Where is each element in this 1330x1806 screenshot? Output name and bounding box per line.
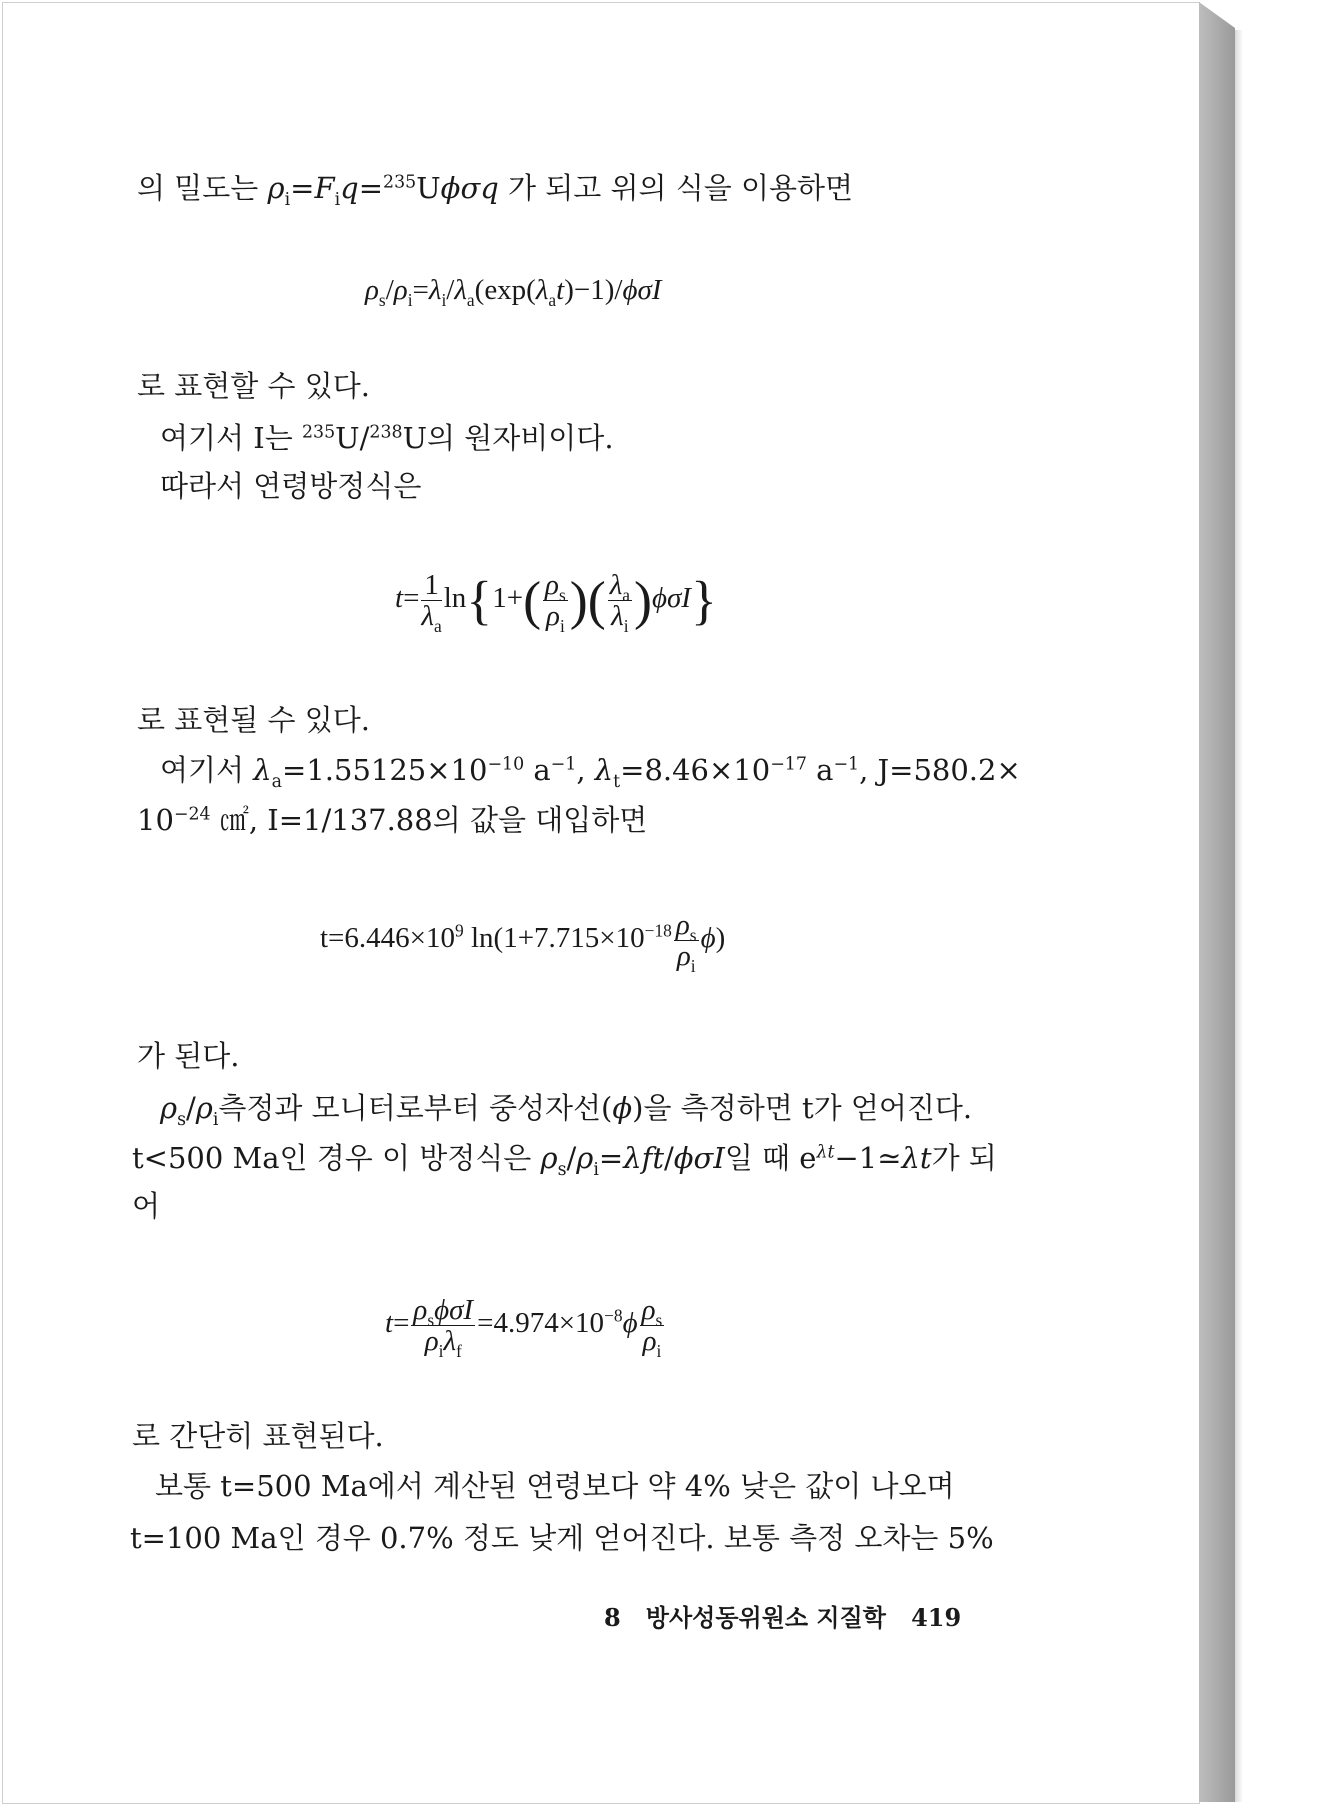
text-line-9: $\rho_s/\rho_i$측정과 모니터로부터 중성자선(ϕ)을 측정하면 t가 얻어진다. xyxy=(160,1091,973,1130)
text-line-14: t=100 Ma인 경우 0.7% 정도 낮게 얻어진다. 보통 측정 오차는 5% xyxy=(130,1521,994,1555)
text-line-3: 여기서 I는 $^{235}$U/$^{238}$U의 원자비이다. xyxy=(160,421,614,455)
page-shadow xyxy=(1235,30,1243,1802)
equation-4: t= $\frac{\rho_s\phi\sigma I}{\rho_i\lambda_f}$ $=4.974\times 10^{-8}\phi$ $\frac{\rho_s}{\rho_i}$ xyxy=(385,1294,663,1361)
chapter-number: 8 xyxy=(604,1603,621,1632)
equation-3: $t=6.446\times 10^9$ $\ln(1+7.715\times 10^{-18}$ $\frac{\rho_s}{\rho_i}$ ϕ) xyxy=(320,909,726,976)
equation-1: $\rho_s/\rho_i=\lambda_i/\lambda_a(\exp(\lambda_at)-1)$/ϕσI xyxy=(365,274,662,310)
text-line-11: 어 xyxy=(132,1189,161,1223)
text-line-10: t<500 Ma인 경우 이 방정식은 $\rho_s/\rho_i=\lambda ft$/ϕσI일 때 $e^{\lambda t}-1≃\lambda t$가 되 xyxy=(132,1141,997,1180)
chapter-title: 방사성동위원소 지질학 xyxy=(645,1603,886,1632)
text-line-4: 따라서 연령방정식은 xyxy=(160,469,422,503)
text-line-1: 의 밀도는 $\rho_i=F_iq=^{235}U\phi\sigma q$ 가 되고 위의 식을 이용하면 xyxy=(137,171,854,210)
text-line-6: 여기서 $\lambda_a=1.55125\times 10^{-10}$ $a^{-1}$, $\lambda_t=8.46\times 10^{-17}$ $a^{-1}$, J=580.2× xyxy=(160,753,1021,792)
text-line-13: 보통 t=500 Ma에서 계산된 연령보다 약 4% 낮은 값이 나오며 xyxy=(155,1469,955,1503)
text-line-7: $10^{-24}$ ㎠, I=1/137.88의 값을 대입하면 xyxy=(137,803,648,837)
text-line-2: 로 표현할 수 있다. xyxy=(137,369,370,403)
text-line-8: 가 된다. xyxy=(137,1039,240,1073)
page-footer xyxy=(604,1598,961,1633)
page-edge xyxy=(1199,2,1235,1802)
equation-2: t= $\frac{1}{\lambda_a}$ ln{1+( $\frac{\rho_s}{\rho_i}$ )( $\frac{\lambda_a}{\lambda_i}$ )ϕσI} xyxy=(395,569,717,636)
text-line-12: 로 간단히 표현된다. xyxy=(132,1419,384,1453)
page-number: 419 xyxy=(911,1603,962,1632)
text-line-5: 로 표현될 수 있다. xyxy=(137,703,370,737)
